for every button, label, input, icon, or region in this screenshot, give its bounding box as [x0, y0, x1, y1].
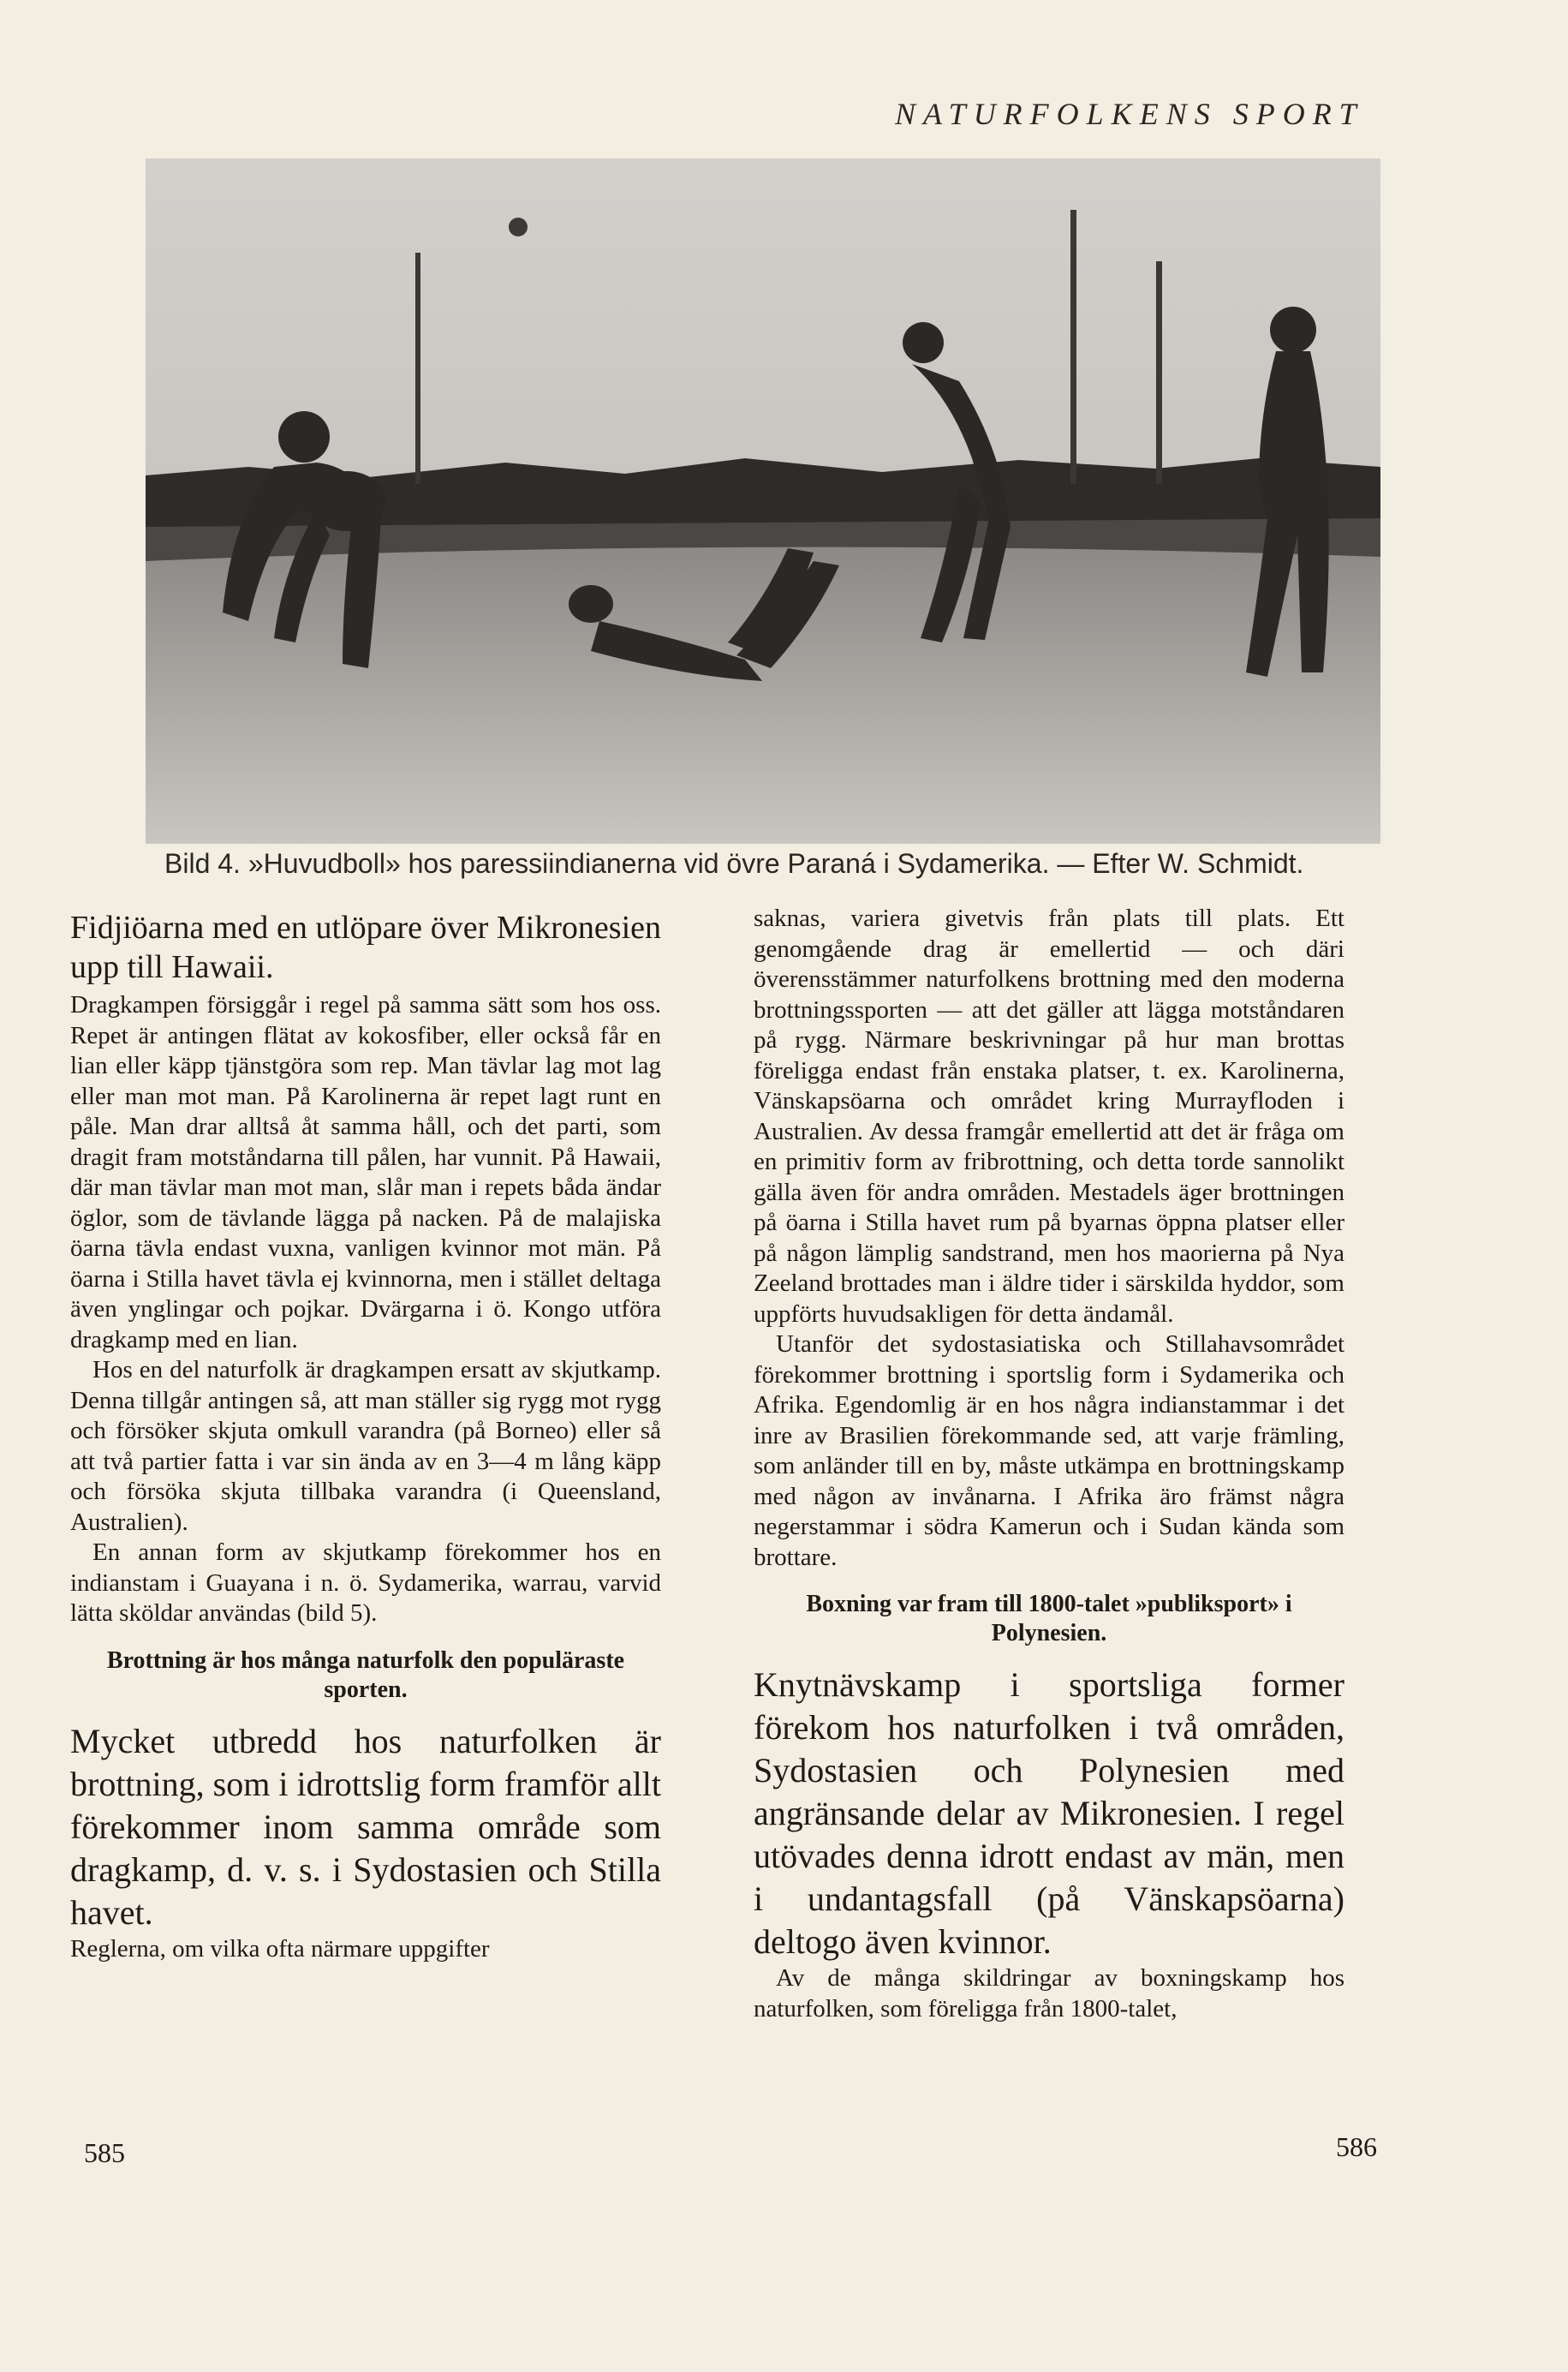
section-heading-brottning: Brottning är hos många naturfolk den populäraste sporten.	[106, 1646, 625, 1703]
intro-text: Fidjiöarna med en utlöpare över Mikronesien upp till Hawaii.	[70, 910, 661, 985]
page-number-left: 585	[84, 2137, 125, 2168]
figure-photo	[146, 158, 1380, 844]
lead-paragraph: Mycket utbredd hos naturfolken är brottning, som i idrottslig form framför allt förekommer inom samma område som dragkamp, d. v. s. i Sydostasien och Stilla havet.	[70, 1721, 661, 1932]
paragraph: Av de många skildringar av boxningskamp hos naturfolken, som föreligga från 1800-talet,	[754, 1964, 1344, 2022]
page-number-right: 586	[1336, 2131, 1377, 2162]
paragraph: En annan form av skjutkamp förekommer hos en indianstam i Guayana i n. ö. Sydamerika, warrau, varvid lätta sköldar användas (bild 5).	[70, 1539, 661, 1627]
left-column	[70, 908, 661, 1964]
huvudboll-photo	[146, 158, 1380, 844]
paragraph: Reglerna, om vilka ofta närmare uppgifter	[70, 1934, 490, 1963]
paragraph: Utanför det sydostasiatiska och Stillahavsområdet förekommer brottning i sportslig form i Sydamerika och Afrika. Egendomlig är en hos några indianstammar i det inre av Brasilien förekommande sed, att varje främling, som anländer till en by, måste utkämpa en brottningskamp med någon av invånarna. I Afrika äro främst några negerstammar i södra Kamerun och i Sudan kända som brottare.	[754, 1330, 1344, 1571]
section-heading-boxning: Boxning var fram till 1800-talet »publiksport» i Polynesien.	[806, 1591, 1292, 1646]
paragraph: saknas, variera givetvis från plats till plats. Ett genomgående drag är emellertid — och däri överensstämmer naturfolkens brottning med den moderna brottningssporten — att det gäller att lägga motståndaren på rygg. Närmare beskrivningar på hur man brottas föreligga endast från enstaka platser, t. ex. Karolinerna, Vänskapsöarna och området kring Murrayfloden i Australien. Av dessa framgår emellertid att det är fråga om en primitiv form av fribrottning, och detta torde sannolikt gälla även för andra områden. Mestadels äger brottningen på öarna i Stilla havet rum på byarnas öppna platser eller på någon lämplig sandstrand, men hos maorierna på Nya Zeeland brottades man i äldre tider i särskilda hyddor, som uppförts huvudsakligen för detta ändamål.	[754, 905, 1344, 1328]
paragraph: Dragkampen försiggår i regel på samma sätt som hos oss. Repet är antingen flätat av kokosfiber, eller också får en lian eller käpp tjänstgöra som rep. Man tävlar lag mot lag eller man mot man. På Karolinerna är repet lagt runt en påle. Man drar alltså åt samma håll, och det parti, som dragit fram motståndarna till pålen, har vunnit. På Hawaii, där man tävlar man mot man, slår man i repets båda ändar öglor, som de tävlande lägga på nacken. På de malajiska öarna tävla endast vuxna, vanligen kvinnor mot män. På öarna i Stilla havet tävla ej kvinnorna, men i stället deltaga även ynglingar och pojkar. Dvärgarna i ö. Kongo utföra dragkamp med en lian.	[70, 991, 661, 1353]
figure-caption: Bild 4. »Huvudboll» hos paressiindianerna vid övre Paraná i Sydamerika. — Efter W. Schmidt.	[164, 848, 1304, 879]
paragraph: Hos en del naturfolk är dragkampen ersatt av skjutkamp. Denna tillgår antingen så, att man ställer sig rygg mot rygg och försöker skjuta omkull varandra (på Borneo) eller så att två partier fatta i var sin ända av en 3—4 m lång käpp och försöka skjuta tillbaka varandra (i Queensland, Australien).	[70, 1356, 661, 1536]
running-head: NATURFOLKENS SPORT	[895, 97, 1364, 131]
lead-paragraph: Knytnävskamp i sportsliga former förekom hos naturfolken i två områden, Sydostasien och Polynesien med angränsande delar av Mikronesien. I regel utövades denna idrott endast av män, men i undantagsfall (på Vänskapsöarna) deltogo även kvinnor.	[754, 1665, 1344, 1961]
right-column	[754, 904, 1344, 2024]
